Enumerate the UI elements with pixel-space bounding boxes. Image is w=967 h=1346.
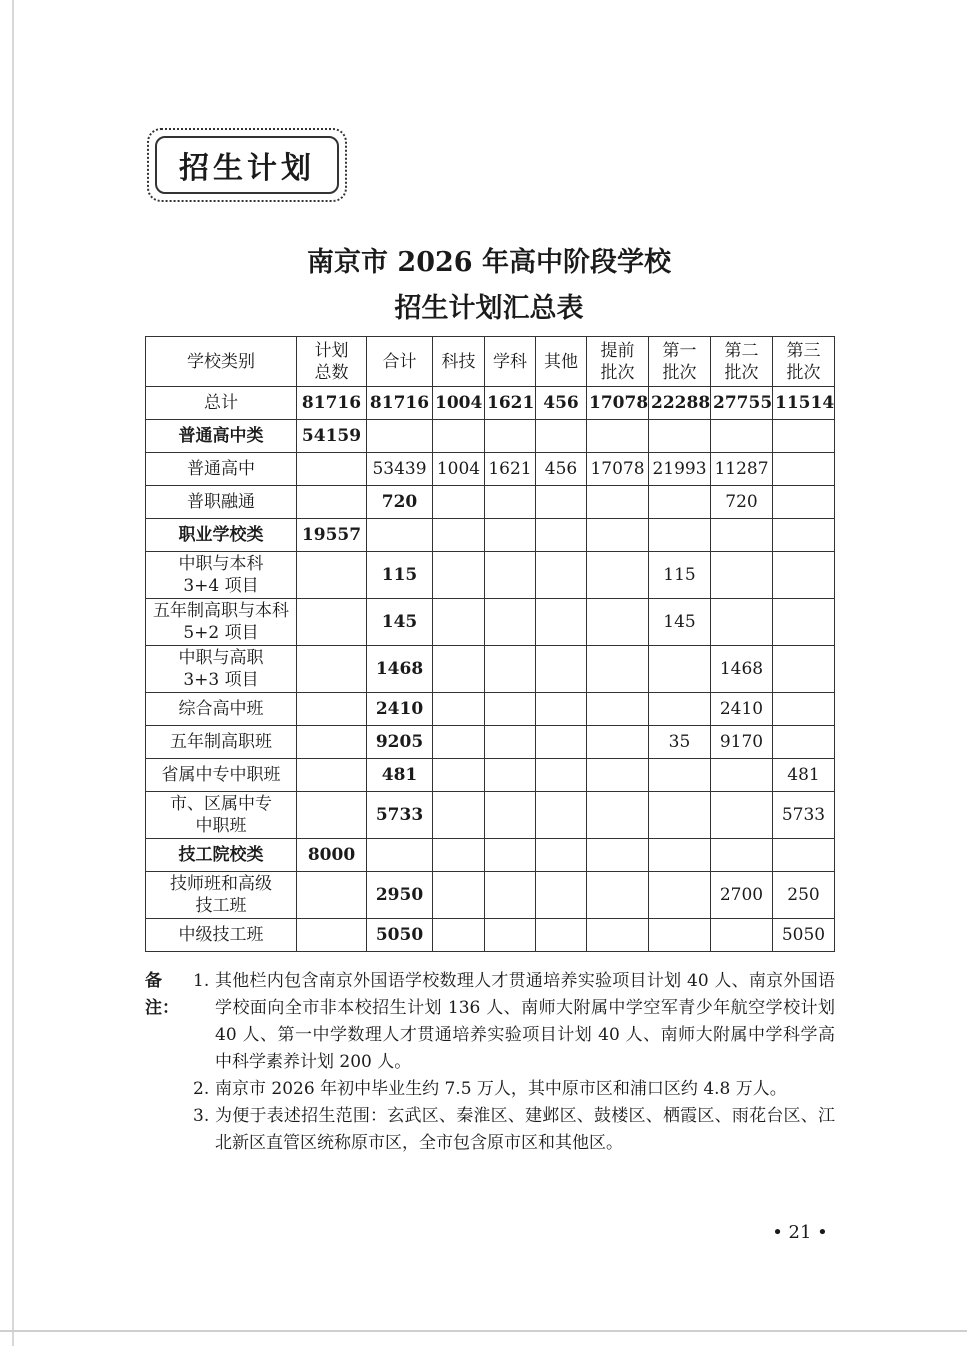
column-header: [587, 337, 649, 387]
table-cell: [649, 872, 711, 919]
row-label-line: 综合高中班: [178, 699, 264, 719]
table-cell: 22288: [649, 387, 711, 420]
table-cell: [587, 693, 649, 726]
table-cell: [297, 919, 367, 952]
table-cell: [297, 599, 367, 646]
table-cell: 2700: [711, 872, 773, 919]
table-cell: [297, 726, 367, 759]
section-badge: [147, 128, 347, 202]
table-cell: [433, 599, 485, 646]
page-number: • 21 •: [772, 1222, 828, 1243]
table-cell: [485, 759, 536, 792]
table-cell: [773, 453, 835, 486]
table-row: [146, 792, 835, 839]
column-header-line: 第一: [662, 340, 697, 361]
table-cell: [773, 839, 835, 872]
row-label-line: 职业学校类: [178, 525, 264, 545]
row-label-line: 技工班: [195, 896, 247, 916]
table-cell: [536, 759, 587, 792]
row-label-line: 普职融通: [187, 492, 255, 512]
table-row: [146, 519, 835, 552]
section-badge-frame: [155, 136, 339, 194]
row-label: [146, 759, 297, 792]
table-cell: [773, 726, 835, 759]
note-text: 南京市 2026 年初中毕业生约 7.5 万人，其中原市区和浦口区约 4.8 万人。: [215, 1079, 787, 1099]
table-row: [146, 420, 835, 453]
table-cell: [536, 599, 587, 646]
table-row: [146, 872, 835, 919]
table-cell: 5050: [773, 919, 835, 952]
table-cell: [649, 693, 711, 726]
table-cell: [536, 486, 587, 519]
table-cell: [485, 872, 536, 919]
table-row: [146, 486, 835, 519]
table-cell: [433, 792, 485, 839]
table-header-row: [146, 337, 835, 387]
row-label-line: 3+4 项目: [183, 576, 259, 596]
row-label-line: 总计: [204, 393, 238, 413]
table-cell: 720: [711, 486, 773, 519]
table-cell: [485, 919, 536, 952]
table-cell: [536, 872, 587, 919]
table-cell: 8000: [297, 839, 367, 872]
table-cell: [773, 599, 835, 646]
table-cell: [485, 552, 536, 599]
note-item: [145, 1076, 835, 1103]
table-cell: [711, 759, 773, 792]
table-cell: [433, 646, 485, 693]
row-label-line: 中职与本科: [178, 554, 264, 574]
table-cell: [649, 919, 711, 952]
table-cell: [536, 839, 587, 872]
row-label: [146, 726, 297, 759]
table-cell: 35: [649, 726, 711, 759]
column-header-line: 科技: [441, 351, 476, 372]
row-label-line: 3+3 项目: [183, 670, 259, 690]
table-cell: 481: [773, 759, 835, 792]
table-row: [146, 646, 835, 693]
table-cell: [587, 839, 649, 872]
table-cell: [433, 486, 485, 519]
table-cell: [711, 519, 773, 552]
column-header-line: 学校类别: [187, 351, 255, 372]
table-cell: [297, 453, 367, 486]
table-cell: 115: [367, 552, 433, 599]
table-cell: 1004: [433, 453, 485, 486]
note-number: 1.: [193, 971, 210, 991]
table-cell: [433, 519, 485, 552]
table-cell: [711, 599, 773, 646]
table-cell: 115: [649, 552, 711, 599]
row-label-line: 普通高中类: [178, 426, 264, 446]
table-cell: [587, 726, 649, 759]
row-label: [146, 519, 297, 552]
column-header: [433, 337, 485, 387]
table-cell: [773, 420, 835, 453]
column-header: [146, 337, 297, 387]
table-cell: 250: [773, 872, 835, 919]
column-header: [297, 337, 367, 387]
table-cell: [773, 486, 835, 519]
column-header: [536, 337, 587, 387]
column-header: [367, 337, 433, 387]
table-cell: 17078: [587, 453, 649, 486]
table-cell: 1621: [485, 453, 536, 486]
column-header-line: 批次: [786, 362, 821, 383]
table-cell: 81716: [367, 387, 433, 420]
table-cell: [485, 839, 536, 872]
table-cell: [536, 792, 587, 839]
table-cell: [485, 792, 536, 839]
row-label-line: 中级技工班: [178, 925, 264, 945]
table-cell: [649, 519, 711, 552]
table-cell: 1468: [367, 646, 433, 693]
table-cell: [433, 552, 485, 599]
table-cell: 720: [367, 486, 433, 519]
table-cell: 2950: [367, 872, 433, 919]
table-cell: [587, 792, 649, 839]
row-label-line: 五年制高职与本科: [153, 601, 289, 621]
table-cell: 9170: [711, 726, 773, 759]
row-label: [146, 552, 297, 599]
table-cell: [536, 646, 587, 693]
table-cell: [485, 420, 536, 453]
table-cell: [536, 693, 587, 726]
table-cell: [587, 599, 649, 646]
table-cell: [649, 420, 711, 453]
table-cell: [773, 552, 835, 599]
table-cell: [536, 726, 587, 759]
column-header: [485, 337, 536, 387]
table-cell: 27755: [711, 387, 773, 420]
row-label: [146, 693, 297, 726]
table-cell: [433, 872, 485, 919]
table-cell: [711, 552, 773, 599]
table-cell: [649, 839, 711, 872]
row-label: [146, 486, 297, 519]
enrollment-plan-table: [145, 336, 835, 952]
table-cell: 17078: [587, 387, 649, 420]
column-header-line: 提前: [600, 340, 635, 361]
table-cell: [367, 839, 433, 872]
column-header-line: 其他: [544, 351, 578, 372]
row-label: [146, 453, 297, 486]
table-cell: [587, 420, 649, 453]
row-label-line: 中职班: [195, 816, 247, 836]
note-number: 2.: [193, 1079, 210, 1099]
table-cell: [773, 693, 835, 726]
table-cell: [485, 646, 536, 693]
row-label: [146, 599, 297, 646]
table-cell: [433, 693, 485, 726]
column-header-line: 批次: [724, 362, 759, 383]
table-cell: [297, 759, 367, 792]
table-cell: 1004: [433, 387, 485, 420]
column-header-line: 批次: [662, 362, 697, 383]
note-item: [145, 968, 835, 1076]
table-cell: 481: [367, 759, 433, 792]
table-cell: 5050: [367, 919, 433, 952]
row-label: [146, 420, 297, 453]
table-row: [146, 693, 835, 726]
table-cell: [536, 519, 587, 552]
table-body: [146, 387, 835, 952]
table-cell: [536, 919, 587, 952]
table-cell: [587, 872, 649, 919]
table-cell: [649, 792, 711, 839]
page-title-line1: 南京市 2026 年高中阶段学校: [307, 247, 671, 278]
note-text: 为便于表述招生范围：玄武区、秦淮区、建邺区、鼓楼区、栖霞区、雨花台区、江北新区直管区统称原市区，全市包含原市区和其他区。: [215, 1106, 835, 1153]
table-cell: 145: [367, 599, 433, 646]
table-cell: [536, 552, 587, 599]
row-label-line: 市、区属中专: [170, 794, 272, 814]
table-row: [146, 552, 835, 599]
note-text: 其他栏内包含南京外国语学校数理人才贯通培养实验项目计划 40 人、南京外国语学校面向全市非本校招生计划 136 人、南师大附属中学空军青少年航空学校计划 40 人、第一中学数理人才贯通培养实验项目计划 40 人、南师大附属中学科学高中科学素养计划 200 人。: [215, 971, 835, 1072]
table-cell: [367, 519, 433, 552]
table-cell: 5733: [367, 792, 433, 839]
table-cell: 11514: [773, 387, 835, 420]
table-cell: [649, 646, 711, 693]
table-cell: [297, 872, 367, 919]
table-cell: 1468: [711, 646, 773, 693]
table-cell: [711, 792, 773, 839]
table-cell: [587, 759, 649, 792]
table-cell: 11287: [711, 453, 773, 486]
section-badge-text: 招生计划: [179, 151, 315, 186]
note-prefix: [145, 1076, 193, 1103]
table-cell: [587, 552, 649, 599]
note-number: 3.: [193, 1106, 210, 1126]
row-label-line: 技工院校类: [178, 845, 264, 865]
table-cell: [773, 646, 835, 693]
column-header-line: 总数: [314, 362, 349, 383]
row-label-line: 五年制高职班: [170, 732, 272, 752]
table-cell: [297, 792, 367, 839]
table-cell: [711, 919, 773, 952]
table-cell: [433, 759, 485, 792]
row-label: [146, 646, 297, 693]
column-header-line: 合计: [382, 351, 417, 372]
table-cell: [297, 486, 367, 519]
row-label-line: 普通高中: [187, 459, 255, 479]
table-cell: [433, 919, 485, 952]
table-cell: 456: [536, 387, 587, 420]
table-cell: [649, 759, 711, 792]
column-header-line: 计划: [314, 340, 349, 361]
table-cell: [433, 420, 485, 453]
row-label: [146, 839, 297, 872]
table-cell: [649, 486, 711, 519]
table-cell: [433, 726, 485, 759]
table-cell: [367, 420, 433, 453]
table-row: [146, 919, 835, 952]
table-cell: 54159: [297, 420, 367, 453]
column-header: [773, 337, 835, 387]
row-label-line: 省属中专中职班: [161, 765, 281, 785]
table-cell: [587, 646, 649, 693]
column-header-line: 第二: [724, 340, 759, 361]
table-row: [146, 839, 835, 872]
table-cell: 53439: [367, 453, 433, 486]
table-row: [146, 387, 835, 420]
table-cell: [711, 839, 773, 872]
note-item: [145, 1103, 835, 1157]
table-cell: [485, 599, 536, 646]
table-cell: [587, 486, 649, 519]
table-cell: 145: [649, 599, 711, 646]
table-cell: [536, 420, 587, 453]
row-label: [146, 919, 297, 952]
row-label: [146, 387, 297, 420]
table-cell: [485, 486, 536, 519]
table-cell: 19557: [297, 519, 367, 552]
table-cell: 21993: [649, 453, 711, 486]
table-cell: [433, 839, 485, 872]
table-cell: 9205: [367, 726, 433, 759]
table-cell: [297, 552, 367, 599]
table-row: [146, 599, 835, 646]
table-cell: [587, 919, 649, 952]
table-cell: 2410: [367, 693, 433, 726]
column-header: [711, 337, 773, 387]
column-header: [649, 337, 711, 387]
table-cell: [485, 726, 536, 759]
table-cell: 81716: [297, 387, 367, 420]
row-label-line: 中职与高职: [178, 648, 264, 668]
table-row: [146, 759, 835, 792]
scan-edge-bottom: [0, 1330, 967, 1332]
table-cell: [485, 693, 536, 726]
row-label: [146, 872, 297, 919]
table-cell: [297, 646, 367, 693]
row-label: [146, 792, 297, 839]
table-cell: [711, 420, 773, 453]
note-prefix: [145, 1103, 193, 1157]
table-cell: [297, 693, 367, 726]
column-header-line: 批次: [600, 362, 635, 383]
table-row: [146, 726, 835, 759]
row-label-line: 技师班和高级: [170, 874, 272, 894]
scan-edge-left: [12, 0, 14, 1346]
table-cell: [485, 519, 536, 552]
table-cell: [587, 519, 649, 552]
note-prefix: 备注：: [145, 971, 179, 1018]
row-label-line: 5+2 项目: [183, 623, 259, 643]
table-row: [146, 453, 835, 486]
table-cell: 1621: [485, 387, 536, 420]
table-cell: [773, 519, 835, 552]
column-header-line: 第三: [786, 340, 821, 361]
table-cell: 5733: [773, 792, 835, 839]
table-cell: 456: [536, 453, 587, 486]
column-header-line: 学科: [493, 351, 527, 372]
notes-section: [145, 968, 835, 1157]
page-title-line2: 招生计划汇总表: [394, 293, 584, 324]
table-cell: 2410: [711, 693, 773, 726]
